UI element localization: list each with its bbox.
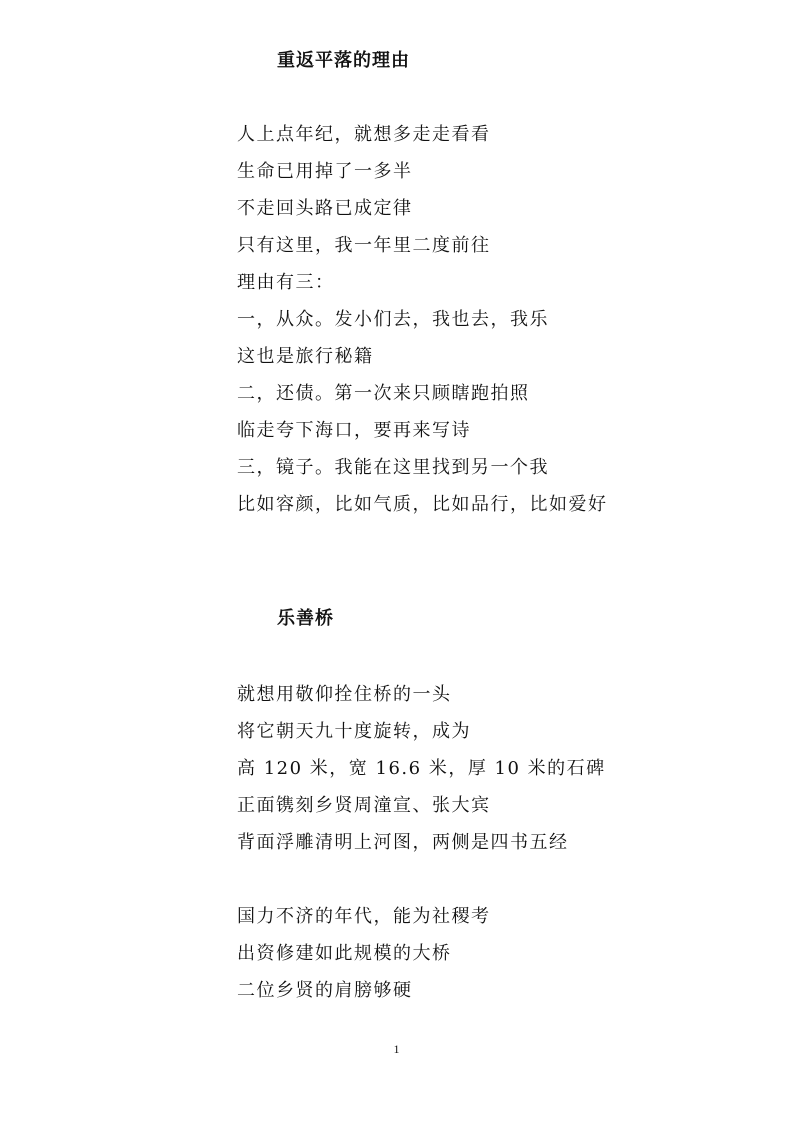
poem-line: 比如容颜，比如气质，比如品行，比如爱好 [237,494,608,515]
poem-line: 二，还债。第一次来只顾瞎跑拍照 [237,383,530,404]
poem-line: 正面镌刻乡贤周潼宣、张大宾 [237,795,491,816]
poem-body [237,683,606,1016]
poem-line: 国力不济的年代，能为社稷考 [237,906,491,927]
page-number: 1 [393,1042,400,1056]
poem-line: 高 120 米，宽 16.6 米，厚 10 米的石碑 [237,758,606,779]
poem-line: 出资修建如此规模的大桥 [237,943,452,964]
poem-line: 这也是旅行秘籍 [237,346,374,367]
poem-line: 人上点年纪，就想多走走看看 [237,124,491,145]
poem-line: 二位乡贤的肩膀够硬 [237,980,413,1001]
poem-line: 生命已用掉了一多半 [237,161,413,182]
poem-line: 理由有三： [237,272,335,293]
poem-line: 就想用敬仰拴住桥的一头 [237,684,452,705]
poem-title: 重返平落的理由 [277,50,410,71]
poem-line: 背面浮雕清明上河图，两侧是四书五经 [237,832,569,853]
poem-line: 临走夸下海口，要再来写诗 [237,420,471,441]
poem-line: 不走回头路已成定律 [237,198,413,219]
poem-line: 三，镜子。我能在这里找到另一个我 [237,457,549,478]
poem-line: 将它朝天九十度旋转，成为 [237,721,471,742]
poem-body [237,123,608,530]
poem-line: 只有这里，我一年里二度前往 [237,235,491,256]
poem-line: 一，从众。发小们去，我也去，我乐 [237,309,549,330]
poem-title: 乐善桥 [277,608,334,629]
